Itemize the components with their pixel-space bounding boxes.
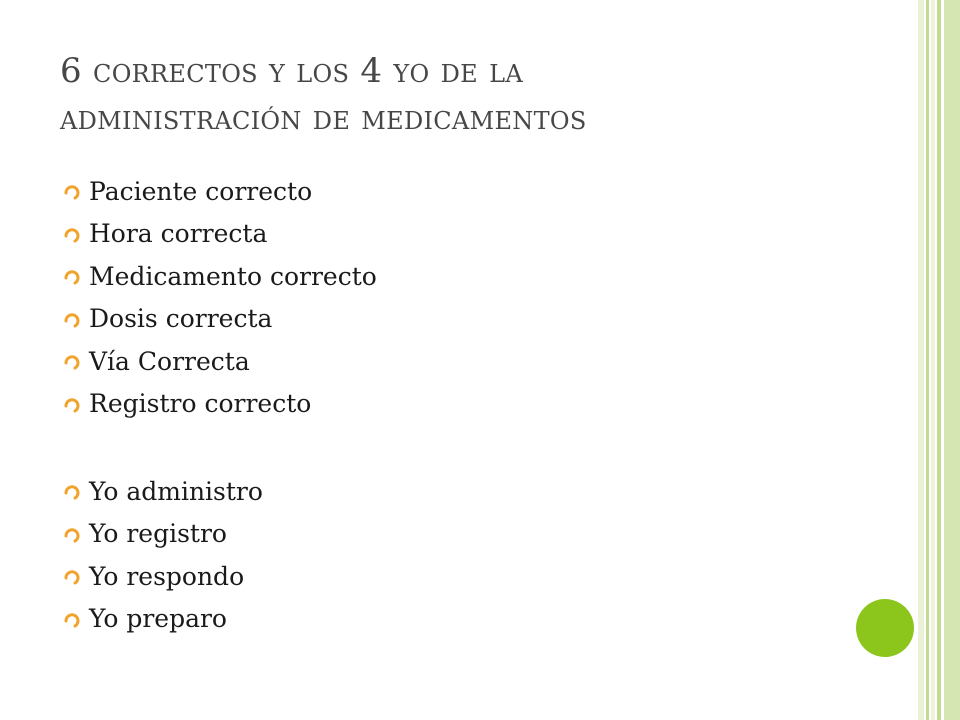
circular-arc-bullet-icon — [62, 567, 89, 587]
circular-arc-bullet-icon — [62, 482, 89, 502]
list-item — [62, 555, 263, 598]
list-item — [62, 598, 263, 641]
list-item-text: Registro correcto — [89, 389, 312, 419]
list-item-text: Yo preparo — [89, 604, 227, 634]
list-item — [62, 383, 377, 426]
list-item-text: Vía Correcta — [89, 346, 250, 376]
circular-arc-bullet-icon — [62, 352, 89, 372]
list-item — [62, 513, 263, 556]
circular-arc-bullet-icon — [62, 267, 89, 287]
green-circle-decoration — [856, 599, 914, 657]
circular-arc-bullet-icon — [62, 310, 89, 330]
slide-title-line-2: administración de medicamentos — [60, 98, 587, 138]
edge-stripe-thin-1 — [926, 0, 929, 720]
circular-arc-bullet-icon — [62, 225, 89, 245]
edge-stripe-light — [931, 0, 935, 720]
correctos-list — [62, 170, 377, 425]
circular-arc-bullet-icon — [62, 395, 89, 415]
edge-stripe-thin-2 — [937, 0, 941, 720]
list-item-text: Yo respondo — [89, 561, 245, 591]
list-item-text: Hora correcta — [89, 219, 268, 249]
list-item-text: Paciente correcto — [89, 176, 313, 206]
list-item — [62, 213, 377, 256]
circular-arc-bullet-icon — [62, 182, 89, 202]
circular-arc-bullet-icon — [62, 525, 89, 545]
list-item — [62, 170, 377, 213]
edge-stripe-wide — [944, 0, 960, 720]
slide-title — [60, 48, 900, 142]
yo-list — [62, 470, 263, 640]
list-item-text: Dosis correcta — [89, 304, 273, 334]
list-item-text: Medicamento correcto — [89, 261, 377, 291]
edge-stripe-outer-light — [918, 0, 924, 720]
list-item-text: Yo administro — [89, 476, 263, 506]
list-item — [62, 340, 377, 383]
list-item — [62, 470, 263, 513]
list-item — [62, 255, 377, 298]
circular-arc-bullet-icon — [62, 610, 89, 630]
list-item — [62, 298, 377, 341]
list-item-text: Yo registro — [89, 519, 227, 549]
slide-title-line-1: 6 correctos y los 4 yo de la — [60, 51, 523, 91]
